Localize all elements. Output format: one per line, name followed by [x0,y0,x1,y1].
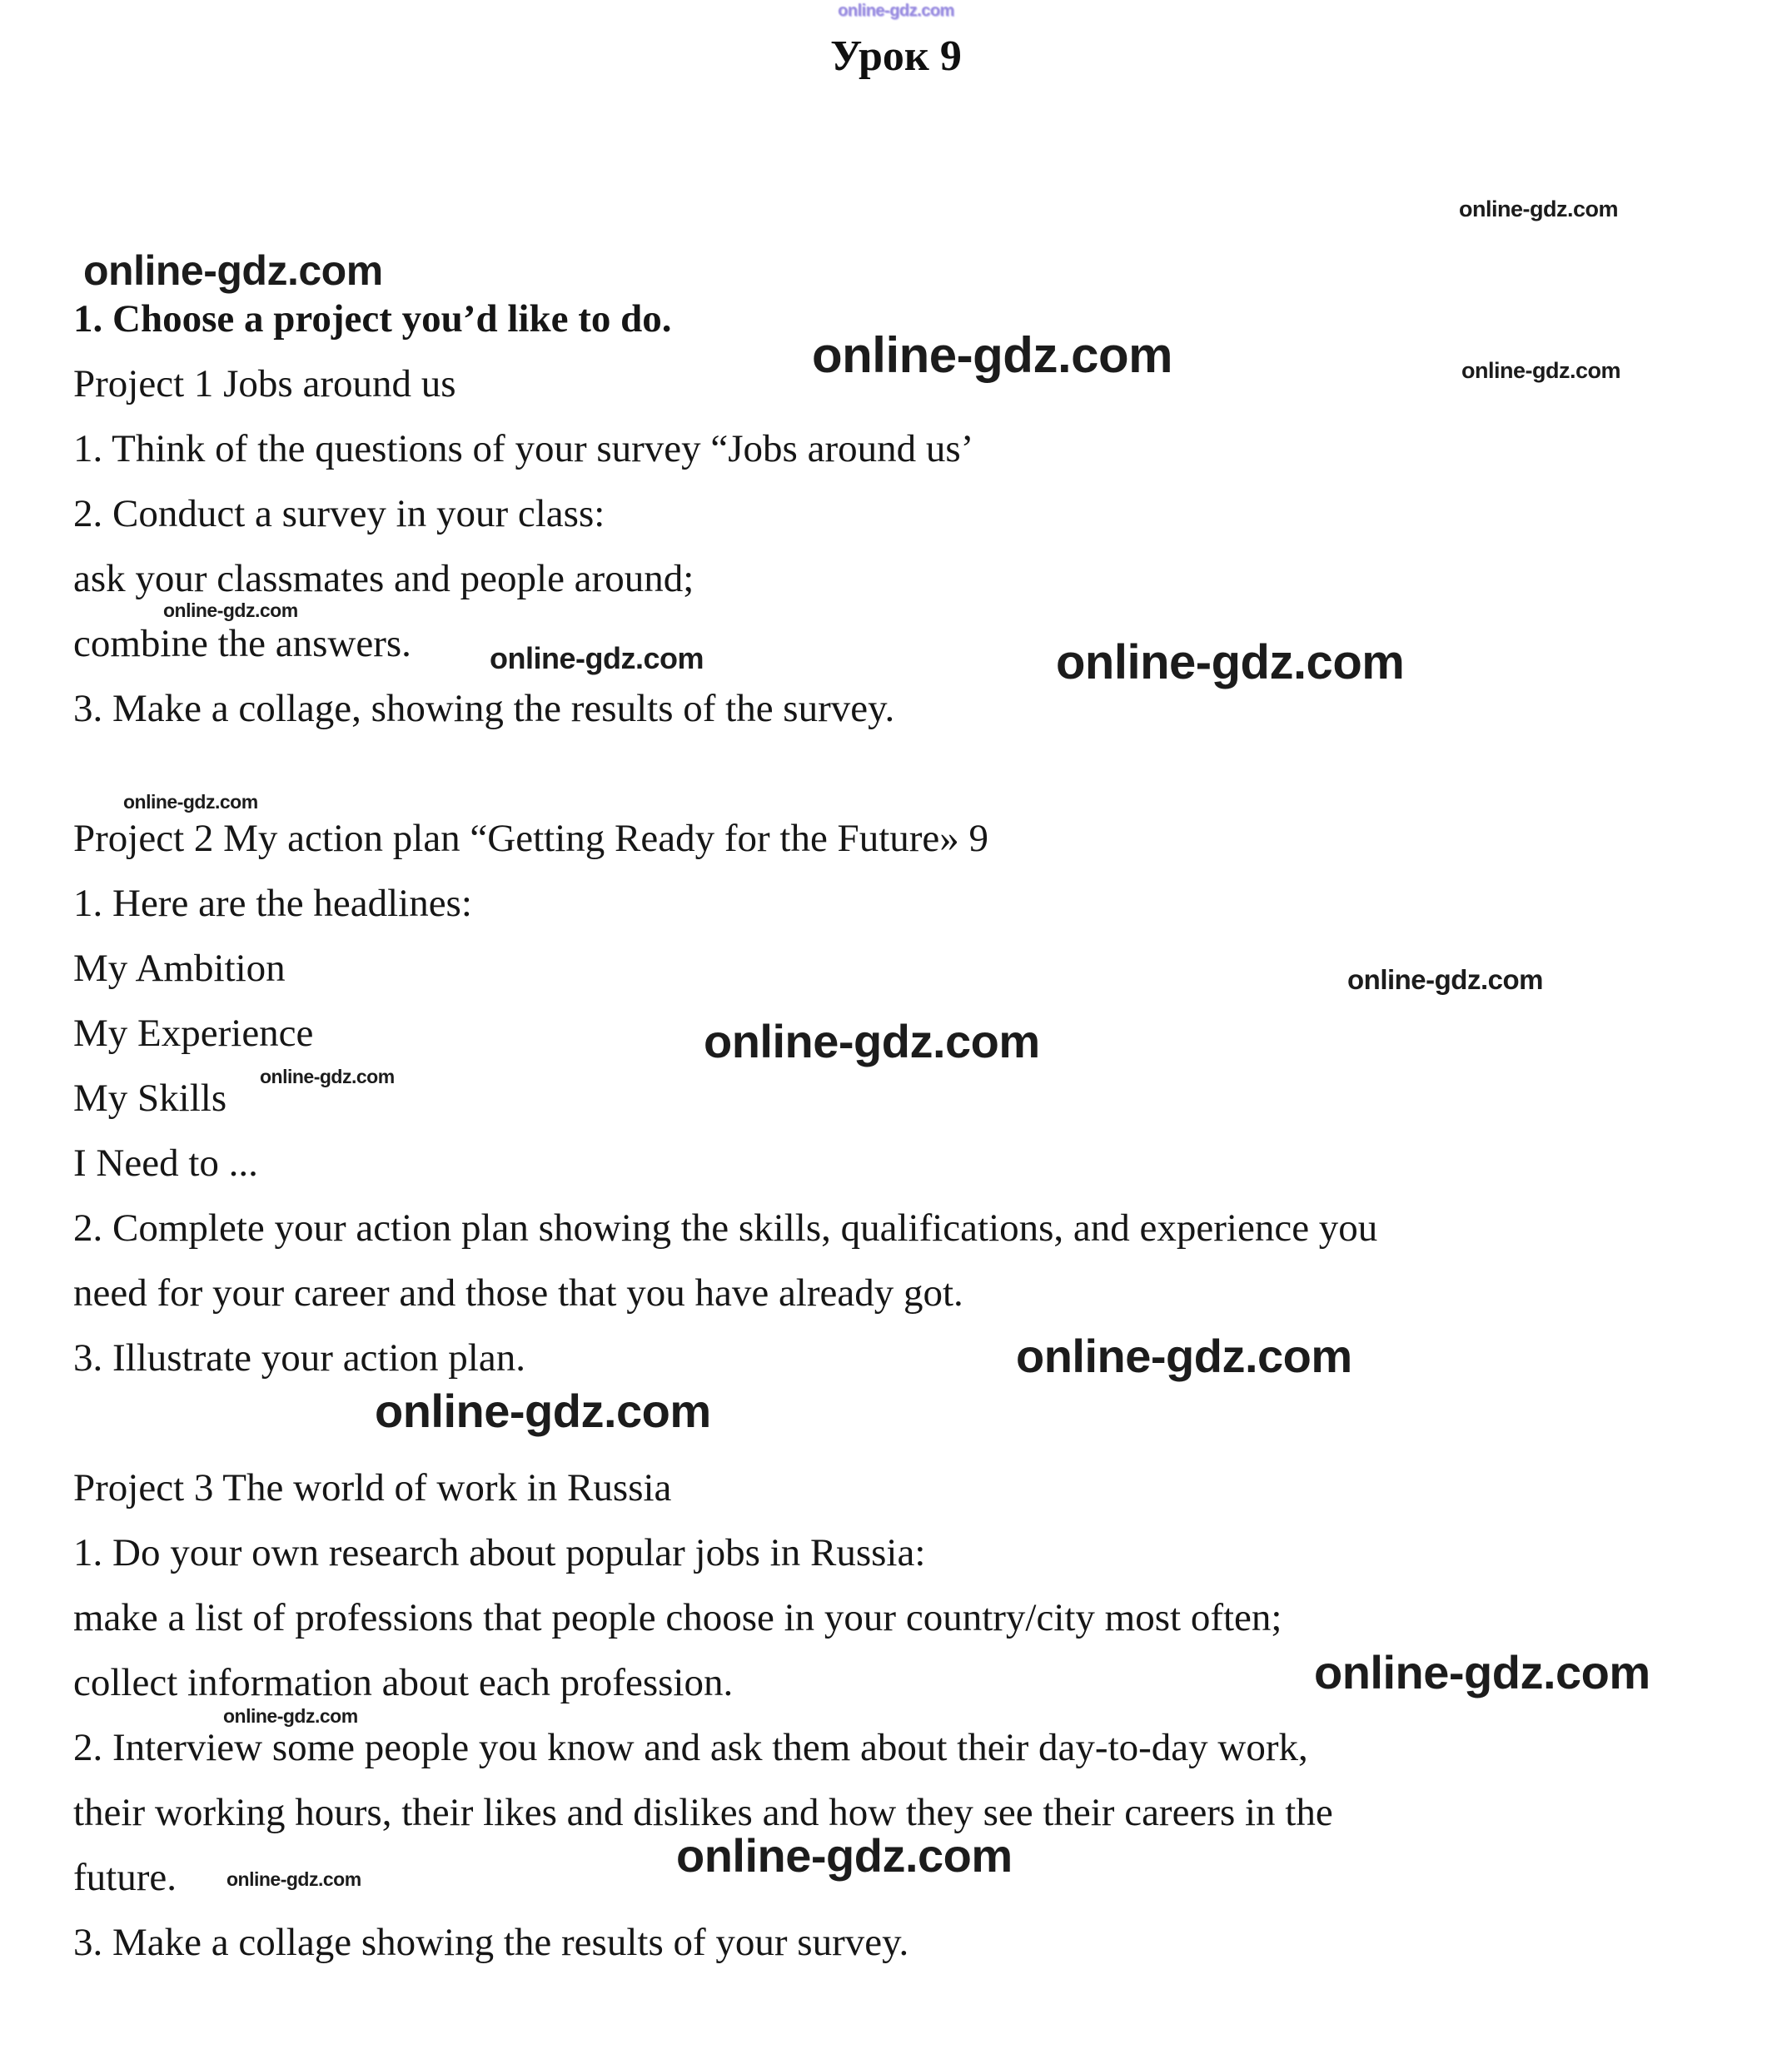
watermark: online-gdz.com [1016,1330,1352,1382]
text-line: Project 2 My action plan “Getting Ready for the Future» 9 [73,817,989,860]
text-line: 1. Here are the headlines: [73,882,472,925]
watermark: online-gdz.com [676,1829,1013,1882]
text-line-blank [73,1390,1377,1455]
watermark: online-gdz.com [490,641,704,675]
watermark: online-gdz.com [123,791,258,813]
watermark: online-gdz.com [838,2,954,20]
text-line: need for your career and those that you have already got. [73,1271,963,1315]
watermark: online-gdz.com [223,1705,358,1727]
watermark: online-gdz.com [1056,635,1405,689]
document-content [73,286,1377,1975]
watermark: online-gdz.com [812,327,1172,383]
text-line: combine the answers. [73,622,411,665]
watermark: online-gdz.com [1461,358,1620,383]
text-line: 2. Interview some people you know and ask them about their day-to-day work, [73,1726,1308,1769]
text-line: 1. Choose a project you’d like to do. [73,297,672,341]
text-line: 2. Complete your action plan showing the skills, qualifications, and experience you [73,1206,1378,1250]
text-line: collect information about each profession. [73,1661,734,1704]
watermark: online-gdz.com [83,247,383,294]
text-line: 3. Make a collage showing the results of your survey. [73,1921,909,1964]
text-line-blank [73,741,1377,806]
text-line: 3. Illustrate your action plan. [73,1336,525,1380]
watermark: online-gdz.com [1347,964,1543,995]
text-line: make a list of professions that people choose in your country/city most often; [73,1596,1282,1639]
text-line: My Experience [73,1012,314,1055]
watermark: online-gdz.com [1314,1646,1650,1698]
page-title: Урок 9 [830,32,962,80]
watermark: online-gdz.com [226,1868,361,1890]
text-line: My Skills [73,1077,227,1120]
text-line: I Need to ... [73,1141,258,1185]
text-line: 1. Think of the questions of your survey “Jobs around us’ [73,427,974,470]
watermark: online-gdz.com [1459,196,1618,221]
text-line: Project 1 Jobs around us [73,362,456,405]
text-line: their working hours, their likes and dislikes and how they see their careers in the [73,1791,1333,1834]
text-line: 2. Conduct a survey in your class: [73,492,605,535]
text-line: 1. Do your own research about popular jobs in Russia: [73,1531,926,1574]
text-line: Project 3 The world of work in Russia [73,1466,672,1509]
watermark: online-gdz.com [260,1066,395,1087]
watermark: online-gdz.com [163,599,298,621]
watermark: online-gdz.com [704,1015,1040,1067]
watermark: online-gdz.com [375,1385,711,1437]
text-line: My Ambition [73,947,286,990]
text-line: future. [73,1856,177,1899]
text-line: ask your classmates and people around; [73,557,694,600]
text-line: 3. Make a collage, showing the results of the survey. [73,687,895,730]
